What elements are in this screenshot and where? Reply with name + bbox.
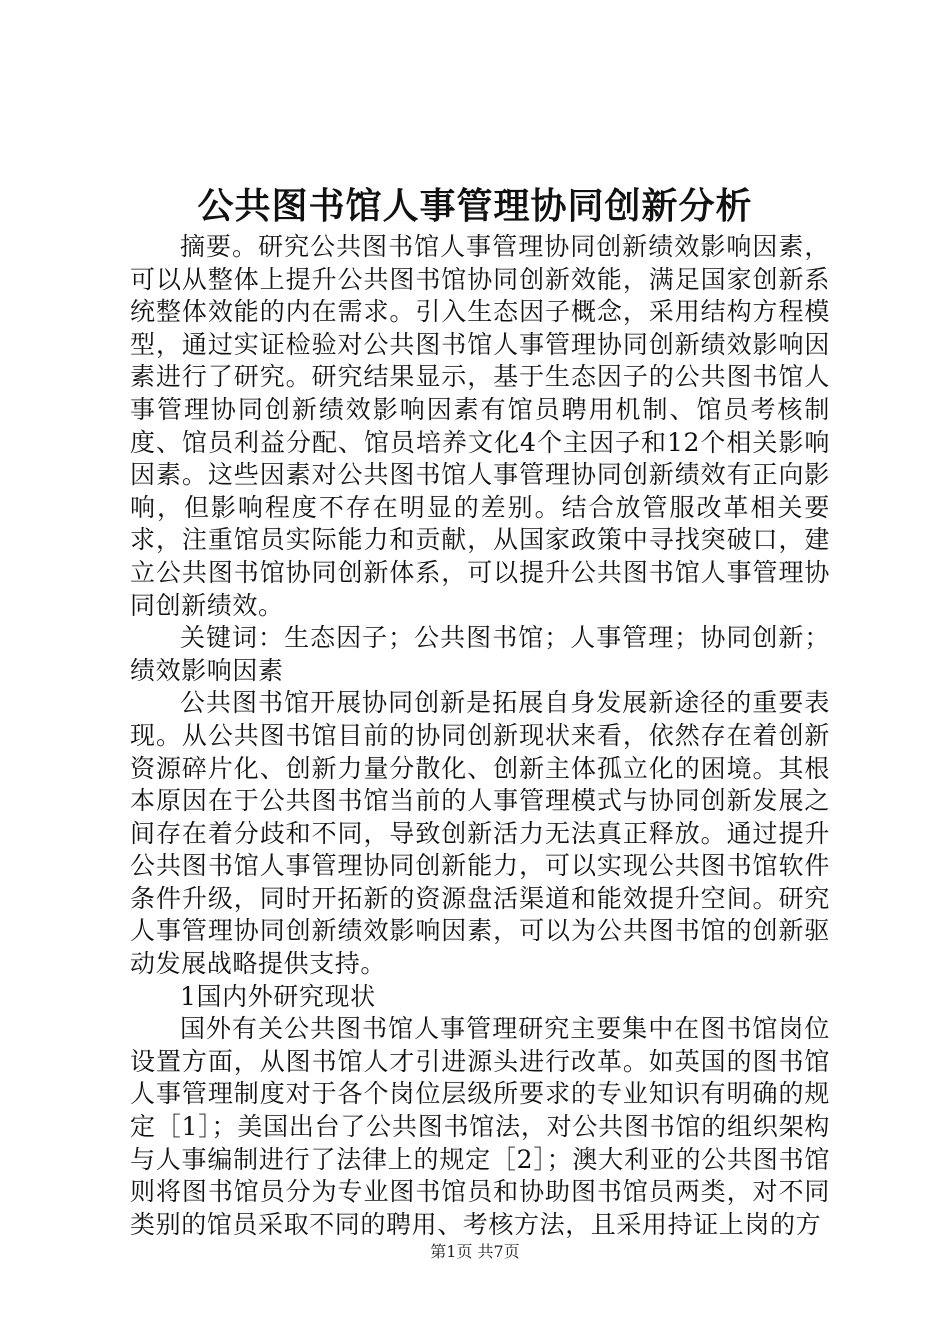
- section-heading: 1国内外研究现状: [180, 981, 376, 1011]
- page-footer: 第1页 共7页: [430, 1242, 520, 1261]
- intro-paragraph: 公共图书馆开展协同创新是拓展自身发展新途径的重要表现。从公共图书馆目前的协同创新现状来看，依然存在着创新资源碎片化、创新力量分散化、创新主体孤立化的困境。其根本原因在于公共图书馆当前的人事管理模式与协同创新发展之间存在着分歧和不同，导致创新活力无法真正释放。通过提升公共图书馆人事管理协同创新能力，可以实现公共图书馆软件条件升级，同时开拓新的资源盘活渠道和能效提升空间。研究人事管理协同创新绩效影响因素，可以为公共图书馆的创新驱动发展战略提供支持。: [130, 688, 830, 979]
- document-body: [130, 231, 830, 1241]
- document-title: 公共图书馆人事管理协同创新分析: [197, 186, 753, 227]
- keywords-paragraph: 关键词：生态因子；公共图书馆；人事管理；协同创新；绩效影响因素: [130, 623, 830, 685]
- section-paragraph: 国外有关公共图书馆人事管理研究主要集中在图书馆岗位设置方面，从图书馆人才引进源头进行改革。如英国的图书馆人事管理制度对于各个岗位层级所要求的专业知识有明确的规定［1］；美国出台了公共图书馆法，对公共图书馆的组织架构与人事编制进行了法律上的规定［2］；澳大利亚的公共图书馆则将图书馆员分为专业图书馆员和协助图书馆员两类，对不同类别的馆员采取不同的聘用、考核方法，且采用持证上岗的方: [130, 1014, 830, 1239]
- abstract-paragraph: 摘要。研究公共图书馆人事管理协同创新绩效影响因素，可以从整体上提升公共图书馆协同创新效能，满足国家创新系统整体效能的内在需求。引入生态因子概念，采用结构方程模型，通过实证检验对公共图书馆人事管理协同创新绩效影响因素进行了研究。研究结果显示，基于生态因子的公共图书馆人事管理协同创新绩效影响因素有馆员聘用机制、馆员考核制度、馆员利益分配、馆员培养文化4个主因子和12个相关影响因素。这些因素对公共图书馆人事管理协同创新绩效有正向影响，但影响程度不存在明显的差别。结合放管服改革相关要求，注重馆员实际能力和贡献，从国家政策中寻找突破口，建立公共图书馆协同创新体系，可以提升公共图书馆人事管理协同创新绩效。: [130, 232, 830, 620]
